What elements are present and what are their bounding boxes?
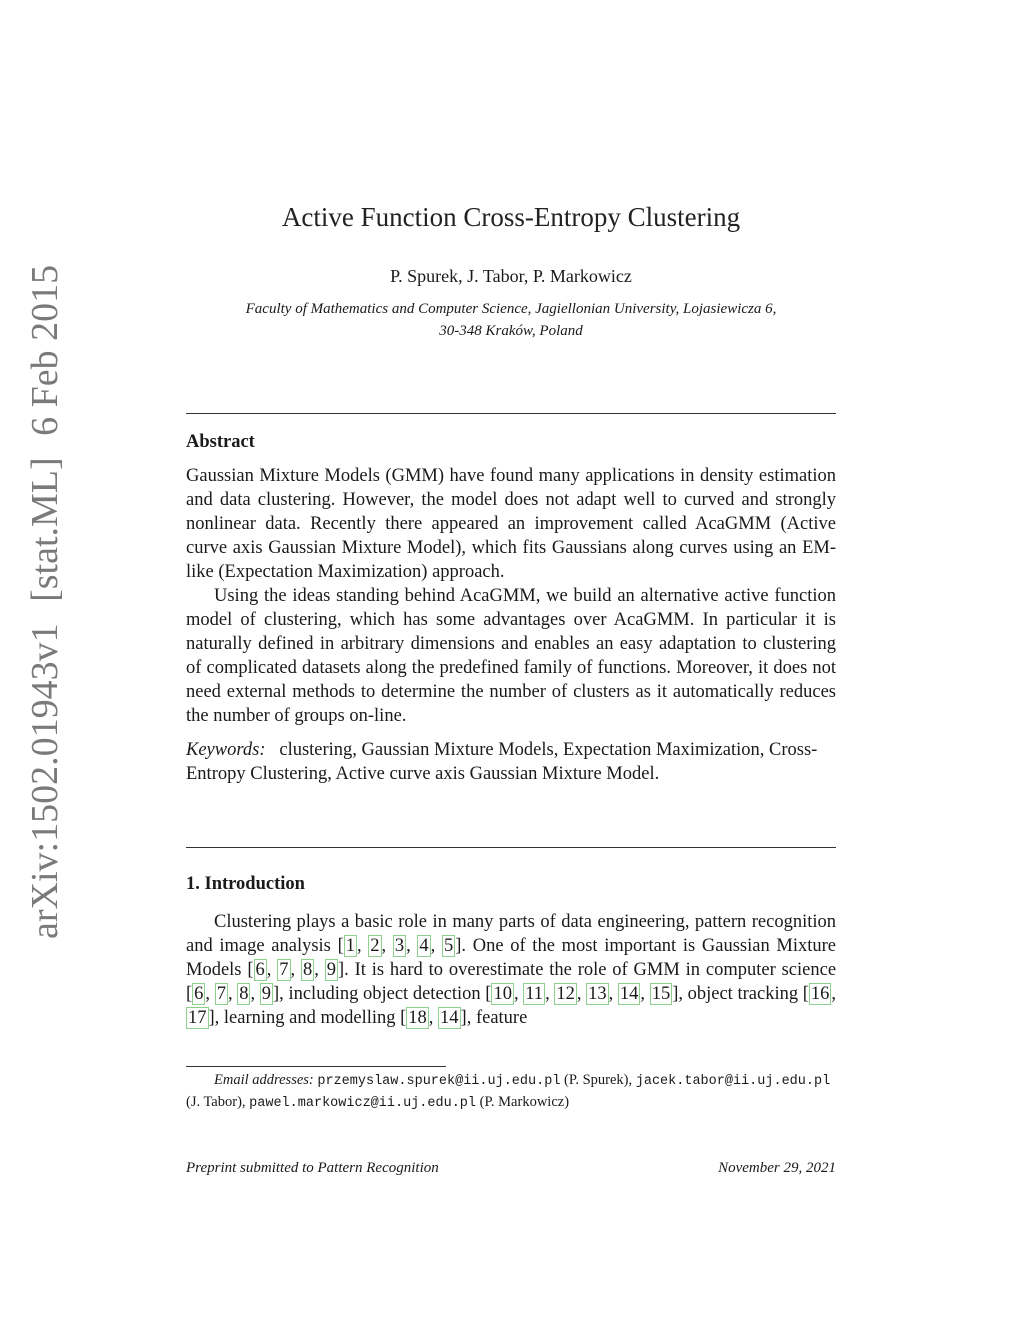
- abstract-paragraph-1: Gaussian Mixture Models (GMM) have found many applications in density estimation and data clustering. However, the model does not adapt well to curved and strongly nonlinear data. Recently there appeared an improvement called AcaGMM (Active curve axis Gaussian Mixture Model), which fits Gaussians along curves using an EM-like (Expectation Maximization) approach.: [186, 466, 836, 582]
- affiliation-line-1: Faculty of Mathematics and Computer Science, Jagiellonian University, Lojasiewicza 6,: [245, 301, 777, 317]
- citation-link[interactable]: 16: [810, 984, 830, 1004]
- citation-link[interactable]: 10: [493, 984, 512, 1004]
- abstract-heading: Abstract: [186, 432, 255, 452]
- citation-link[interactable]: 5: [443, 936, 454, 956]
- citation-link[interactable]: 9: [326, 960, 336, 980]
- citation-link[interactable]: 12: [556, 984, 575, 1004]
- keywords: [186, 738, 836, 786]
- footnote-label: Email addresses:: [214, 1072, 314, 1088]
- citation-link[interactable]: 7: [279, 960, 289, 980]
- intro-text: ]. One of the most important is Gaussian Mixture Models [: [186, 936, 837, 980]
- citation-link[interactable]: 9: [261, 984, 272, 1004]
- affiliation: [186, 298, 836, 342]
- citation-link[interactable]: 3: [394, 936, 405, 956]
- arxiv-sidebar-stamp: [15, 264, 75, 945]
- citation-link[interactable]: 11: [525, 984, 544, 1004]
- citation-link[interactable]: 8: [239, 984, 249, 1004]
- citation-link[interactable]: 2: [370, 936, 380, 956]
- keywords-text: clustering, Gaussian Mixture Models, Expectation Maximization, Cross-Entropy Clustering, Active curve axis Gaussian Mixture Model.: [186, 740, 818, 784]
- intro-text: Clustering plays a basic role in many parts of data engineering, pattern recognition and image analysis [: [186, 912, 836, 956]
- bottom-rule: [186, 847, 836, 848]
- footer-date: November 29, 2021: [718, 1160, 836, 1176]
- citation-link[interactable]: 15: [651, 984, 671, 1004]
- introduction-heading: 1. Introduction: [186, 874, 305, 894]
- footnote-rule: [186, 1066, 446, 1067]
- email-link[interactable]: przemyslaw.spurek@ii.uj.edu.pl: [317, 1074, 561, 1089]
- intro-text: ], including object detection [: [273, 984, 492, 1004]
- citation-link[interactable]: 1: [345, 936, 355, 956]
- citation-link[interactable]: 13: [588, 984, 607, 1004]
- introduction-paragraph: Clustering plays a basic role in many parts of data engineering, pattern recognition and image analysis [ 1 , 2 , 3 , 4 , 5 ]. One of the most important is Gaussian Mixture Models [ 6 , 7 , 8 , 9 ]. It is hard to overestimate the role of GMM in computer science [ 6 , 7 , 8 , 9 ], including object detection [ 10 , 11 , 12 , 13 , 14 , 15 ], object tracking [ 16 , 17 ], learning and modelling [ 18 , 14 ], feature: [186, 912, 837, 1028]
- citation-link[interactable]: 18: [408, 1008, 427, 1028]
- footnote-name: (J. Tabor),: [186, 1094, 246, 1110]
- introduction-section: [186, 872, 836, 1030]
- intro-text: ], feature: [460, 1008, 528, 1028]
- intro-text: ], learning and modelling [: [208, 1008, 407, 1028]
- keywords-label: Keywords:: [186, 740, 266, 760]
- footnote-name: (P. Spurek),: [564, 1072, 633, 1088]
- citation-link[interactable]: 17: [188, 1008, 207, 1028]
- citation-link[interactable]: 14: [440, 1008, 459, 1028]
- arxiv-id: arXiv:1502.01943v1: [24, 623, 66, 939]
- citation-link[interactable]: 6: [255, 960, 265, 980]
- abstract-section: [186, 430, 836, 786]
- citation-link[interactable]: 4: [419, 936, 429, 956]
- abstract-paragraph-2: Using the ideas standing behind AcaGMM, we build an alternative active function model of clustering, which has some advantages over AcaGMM. In particular it is naturally defined in arbitrary dimensions and enables an easy adaptation to clustering of complicated datasets along the predefined family of functions. Moreover, it does not need external methods to determine the number of clusters as it automatically reduces the number of groups on-line.: [186, 586, 836, 726]
- arxiv-category: [stat.ML]: [24, 457, 66, 602]
- footer-journal: Preprint submitted to Pattern Recognition: [186, 1160, 439, 1176]
- email-link[interactable]: pawel.markowicz@ii.uj.edu.pl: [249, 1096, 476, 1111]
- arxiv-date: 6 Feb 2015: [24, 264, 66, 436]
- citation-link[interactable]: 14: [619, 984, 639, 1004]
- footnote: [186, 1070, 836, 1114]
- email-link[interactable]: jacek.tabor@ii.uj.edu.pl: [635, 1074, 831, 1089]
- intro-text: ], object tracking [: [672, 984, 809, 1004]
- citation-link[interactable]: 8: [302, 960, 313, 980]
- paper-authors: P. Spurek, J. Tabor, P. Markowicz: [390, 266, 632, 286]
- intro-text: ]. It is hard to overestimate the role of GMM in computer science [: [186, 960, 837, 1004]
- affiliation-line-2: 30-348 Kraków, Poland: [439, 323, 583, 339]
- footnote-name: (P. Markowicz): [479, 1094, 570, 1110]
- paper-title: Active Function Cross-Entropy Clustering: [281, 202, 741, 232]
- top-rule: [186, 413, 836, 414]
- citation-link[interactable]: 6: [194, 984, 204, 1004]
- page-footer: [186, 1160, 836, 1177]
- citation-link[interactable]: 7: [216, 984, 226, 1004]
